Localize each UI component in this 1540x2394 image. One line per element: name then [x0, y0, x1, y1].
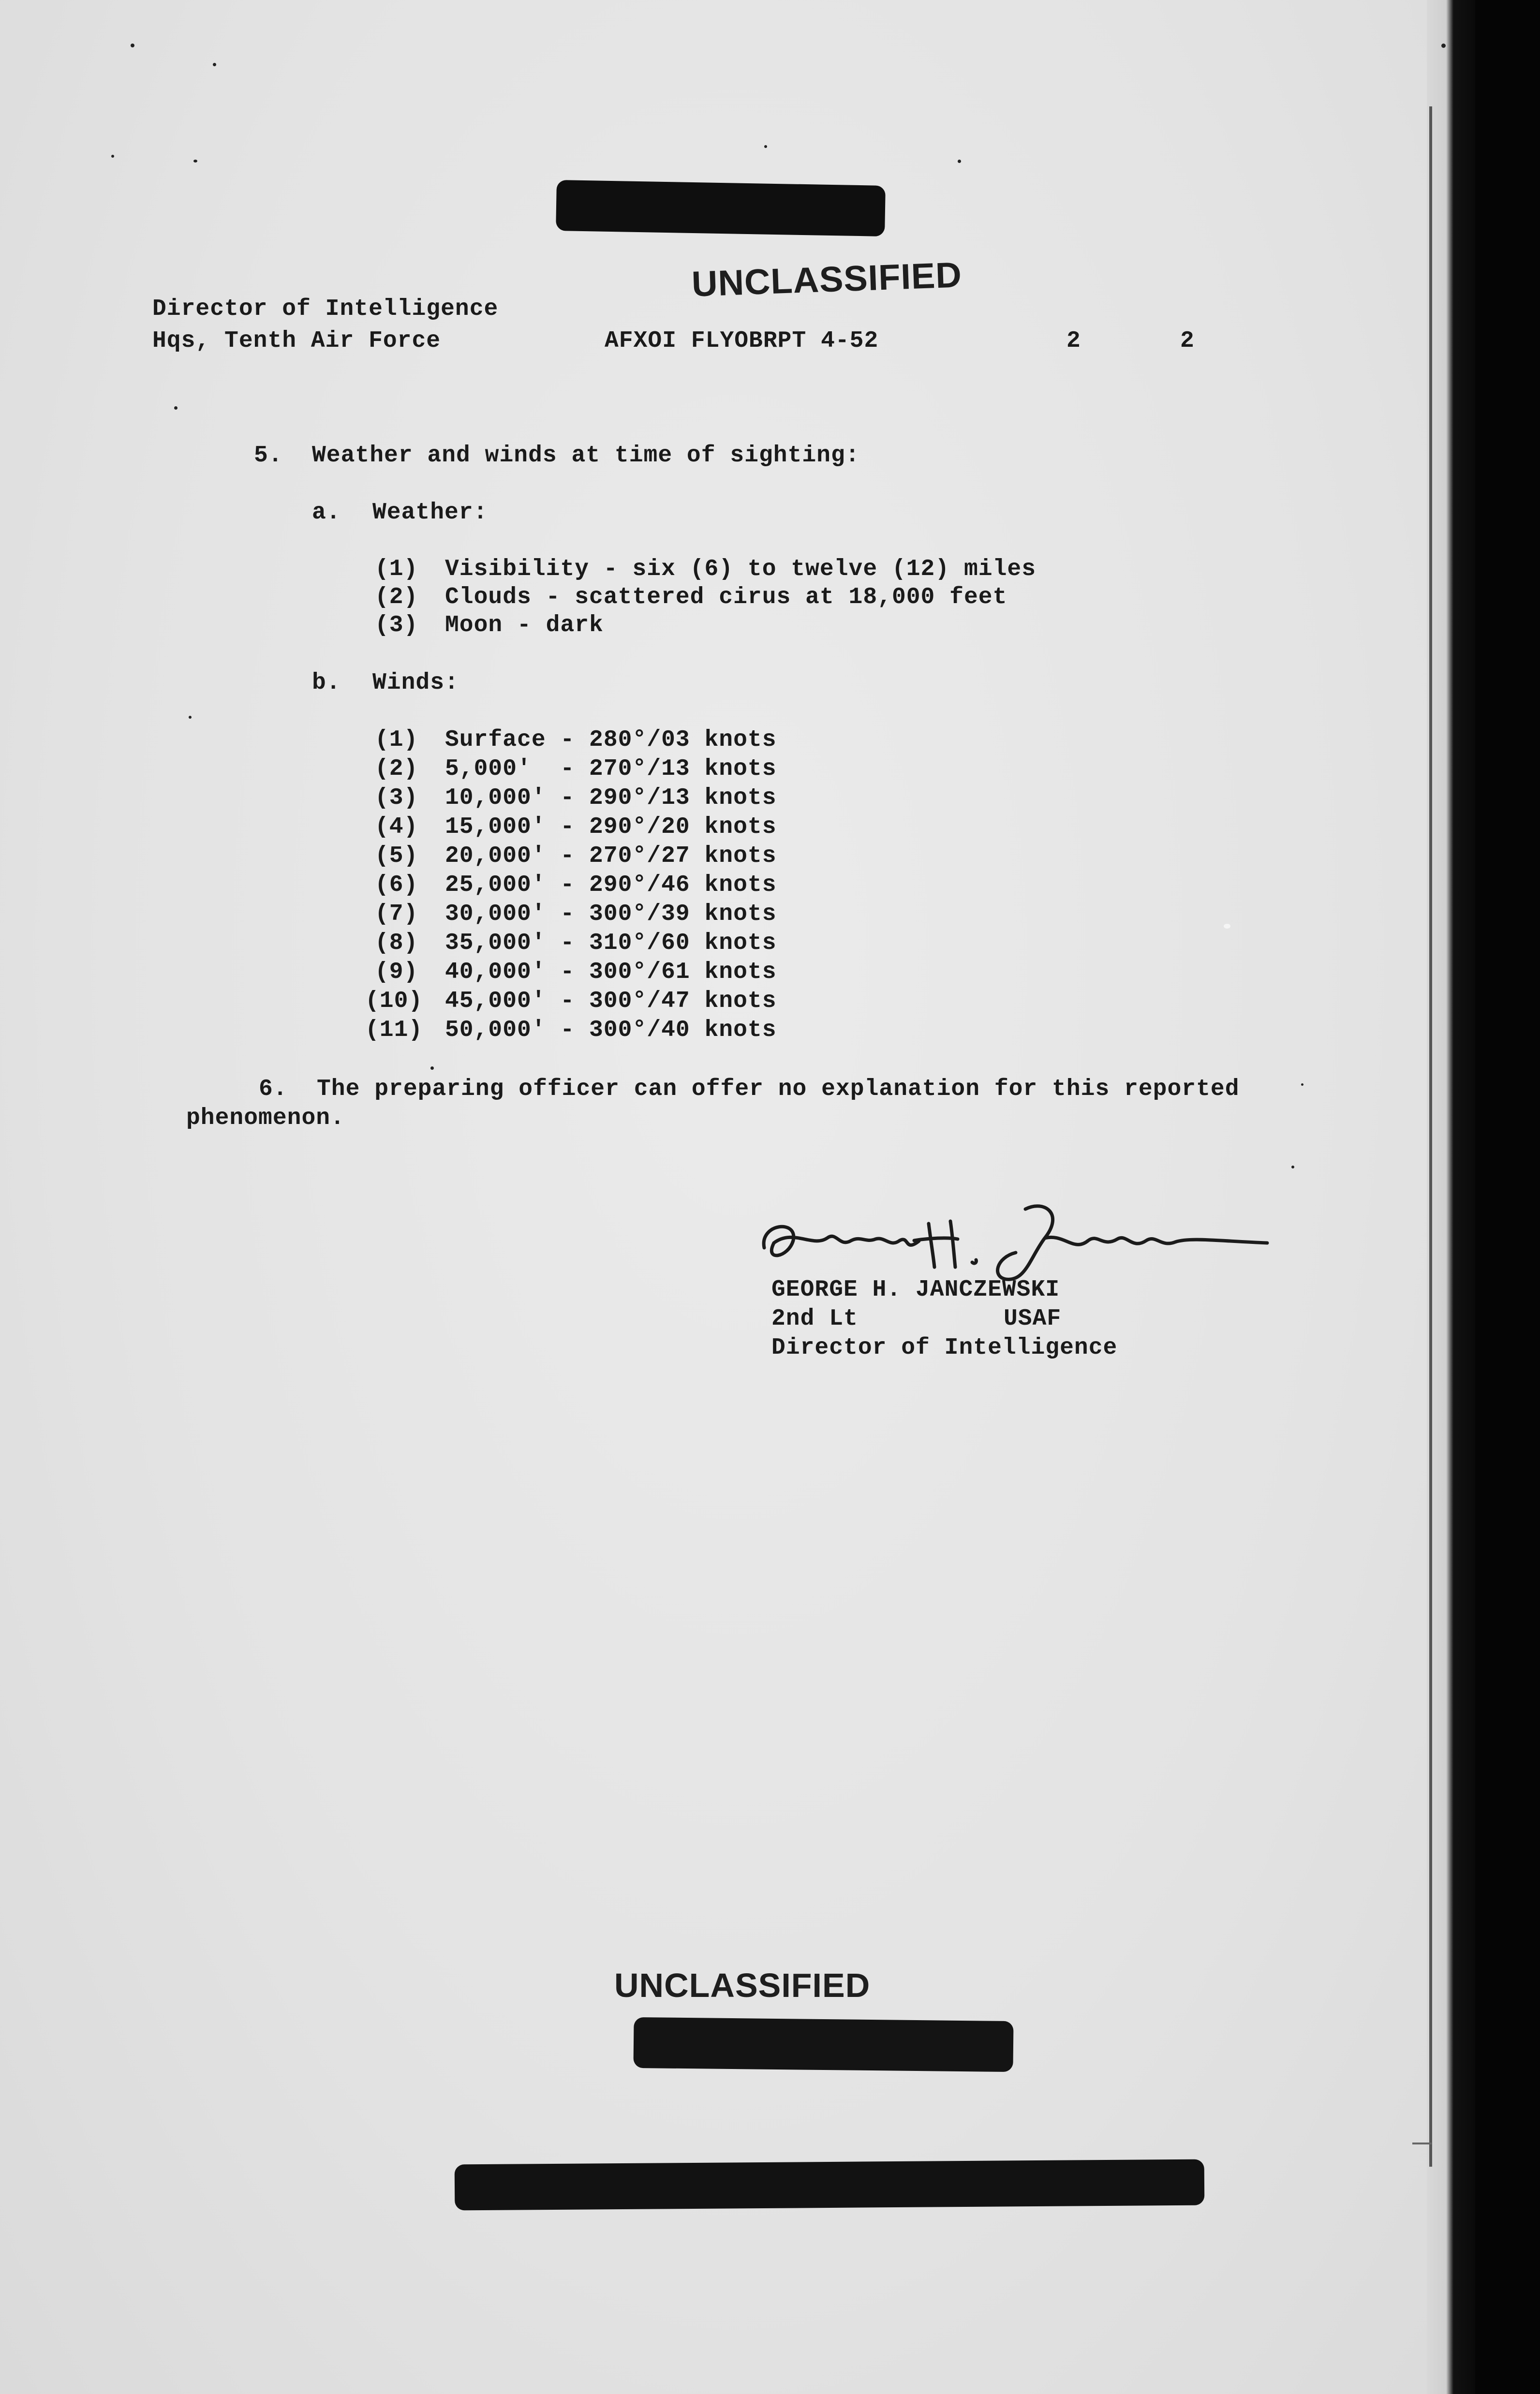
winds-item-number: (3) [375, 785, 418, 811]
scan-speck [1441, 44, 1446, 48]
signature-rank: 2nd Lt [771, 1306, 858, 1332]
weather-item-text: Visibility - six (6) to twelve (12) miles [445, 556, 1036, 582]
page-edge [1427, 0, 1475, 2394]
scan-speck [1224, 924, 1230, 929]
classification-stamp-top: UNCLASSIFIED [691, 254, 963, 304]
winds-item-text: 10,000' - 290°/13 knots [445, 785, 777, 811]
winds-item-text: 20,000' - 270°/27 knots [445, 843, 777, 869]
scan-speck [189, 716, 192, 719]
header-reference: AFXOI FLYOBRPT 4-52 [605, 328, 879, 354]
redaction-bar-bottom-1 [633, 2017, 1013, 2072]
winds-item-number: (8) [375, 930, 418, 956]
winds-item-text: 15,000' - 290°/20 knots [445, 814, 777, 840]
signature-service: USAF [1004, 1306, 1062, 1332]
section-6-line1: The preparing officer can offer no explanation for this reported [317, 1076, 1240, 1102]
weather-item-number: (1) [375, 556, 418, 582]
winds-item-text: 45,000' - 300°/47 knots [445, 988, 777, 1014]
scan-speck [764, 145, 767, 148]
weather-item-text: Moon - dark [445, 612, 604, 638]
scan-speck [111, 155, 114, 158]
winds-item-number: (4) [375, 814, 418, 840]
header-from-line1: Director of Intelligence [152, 296, 499, 322]
winds-item-text: 50,000' - 300°/40 knots [445, 1017, 777, 1043]
scan-speck [1291, 1166, 1294, 1168]
page-edge-line [1429, 106, 1432, 2167]
winds-item-number: (7) [375, 901, 418, 927]
scan-speck [213, 63, 216, 66]
weather-item-number: (2) [375, 584, 418, 610]
header-from-line2: Hqs, Tenth Air Force [152, 328, 441, 354]
scan-speck [174, 406, 178, 410]
weather-item-text: Clouds - scattered cirus at 18,000 feet [445, 584, 1007, 610]
subsection-a-title: Weather: [372, 500, 488, 526]
section-5-number: 5. [254, 443, 283, 469]
redaction-bar-top [556, 180, 886, 236]
winds-item-number: (9) [375, 959, 418, 985]
weather-item-number: (3) [375, 612, 418, 638]
header-copy-number: 2 [1180, 328, 1195, 354]
scan-speck [958, 160, 961, 163]
section-5-title: Weather and winds at time of sighting: [312, 443, 860, 469]
scan-speck [1301, 1083, 1303, 1086]
winds-item-number: (10) [365, 988, 423, 1014]
header-page-number: 2 [1066, 328, 1081, 354]
scan-speck [131, 44, 134, 47]
winds-item-text: 40,000' - 300°/61 knots [445, 959, 777, 985]
winds-item-text: Surface - 280°/03 knots [445, 727, 777, 753]
winds-item-text: 5,000' - 270°/13 knots [445, 756, 777, 782]
subsection-a-label: a. [312, 500, 341, 526]
section-6-line2: phenomenon. [186, 1105, 345, 1131]
subsection-b-title: Winds: [372, 670, 459, 696]
scan-speck [430, 1066, 434, 1070]
signature-title: Director of Intelligence [771, 1335, 1118, 1361]
winds-item-number: (5) [375, 843, 418, 869]
winds-item-text: 35,000' - 310°/60 knots [445, 930, 777, 956]
signature-name: GEORGE H. JANCZEWSKI [771, 1277, 1060, 1303]
page-edge-corner [1412, 2143, 1432, 2144]
redaction-bar-bottom-2 [455, 2159, 1205, 2211]
winds-item-number: (2) [375, 756, 418, 782]
section-6-number: 6. [259, 1076, 288, 1102]
winds-item-text: 30,000' - 300°/39 knots [445, 901, 777, 927]
subsection-b-label: b. [312, 670, 341, 696]
winds-item-number: (6) [375, 872, 418, 898]
winds-item-number: (11) [365, 1017, 423, 1043]
scan-speck [193, 160, 197, 163]
classification-stamp-bottom: UNCLASSIFIED [614, 1966, 871, 2004]
winds-item-number: (1) [375, 727, 418, 753]
winds-item-text: 25,000' - 290°/46 knots [445, 872, 777, 898]
